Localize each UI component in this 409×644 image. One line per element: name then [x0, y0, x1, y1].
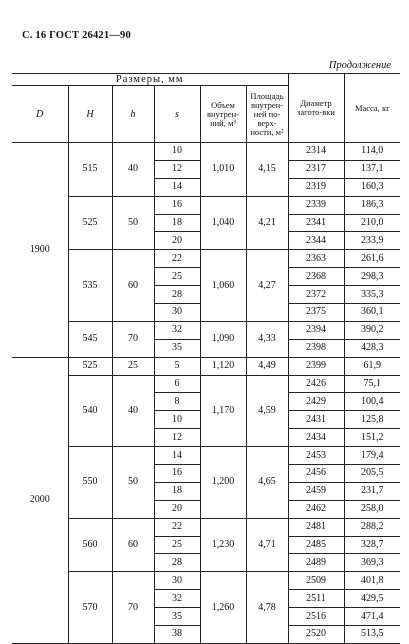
cell-volume: 1,260 — [200, 572, 246, 644]
cell-mass: 114,0 — [344, 143, 400, 161]
cell-H: 545 — [68, 321, 112, 357]
cell-diameter: 2398 — [288, 339, 344, 357]
cell-s: 25 — [154, 268, 200, 286]
cell-diameter: 2372 — [288, 286, 344, 304]
cell-diameter: 2339 — [288, 196, 344, 214]
cell-area: 4,49 — [246, 357, 288, 375]
cell-s: 35 — [154, 608, 200, 626]
cell-h: 60 — [112, 250, 154, 322]
cell-mass: 428,3 — [344, 339, 400, 357]
cell-s: 12 — [154, 160, 200, 178]
cell-s: 16 — [154, 196, 200, 214]
col-volume: Объем внутрен-ний, м³ — [200, 86, 246, 143]
cell-area: 4,21 — [246, 196, 288, 250]
cell-mass: 179,4 — [344, 447, 400, 465]
cell-diameter: 2429 — [288, 393, 344, 411]
cell-h: 50 — [112, 196, 154, 250]
cell-s: 14 — [154, 178, 200, 196]
col-mass: Масса, кг — [344, 74, 400, 143]
cell-s: 28 — [154, 286, 200, 304]
cell-mass: 429,5 — [344, 590, 400, 608]
cell-diameter: 2481 — [288, 518, 344, 536]
cell-mass: 233,9 — [344, 232, 400, 250]
cell-area: 4,33 — [246, 321, 288, 357]
cell-mass: 298,3 — [344, 268, 400, 286]
cell-s: 32 — [154, 321, 200, 339]
cell-diameter: 2314 — [288, 143, 344, 161]
cell-volume: 1,170 — [200, 375, 246, 447]
cell-diameter: 2375 — [288, 304, 344, 322]
cell-h: 40 — [112, 375, 154, 447]
group-header: Размеры, мм — [12, 74, 288, 86]
table-row — [12, 357, 400, 375]
cell-area: 4,15 — [246, 143, 288, 197]
cell-area: 4,27 — [246, 250, 288, 322]
cell-volume: 1,060 — [200, 250, 246, 322]
cell-diameter: 2344 — [288, 232, 344, 250]
cell-volume: 1,230 — [200, 518, 246, 572]
cell-mass: 390,2 — [344, 321, 400, 339]
cell-mass: 125,8 — [344, 411, 400, 429]
cell-s: 30 — [154, 572, 200, 590]
cell-diameter: 2426 — [288, 375, 344, 393]
cell-s: 5 — [154, 357, 200, 375]
cell-mass: 137,1 — [344, 160, 400, 178]
cell-D: 1900 — [12, 143, 68, 358]
cell-H: 560 — [68, 518, 112, 572]
cell-s: 10 — [154, 143, 200, 161]
cell-diameter: 2394 — [288, 321, 344, 339]
cell-mass: 288,2 — [344, 518, 400, 536]
cell-volume: 1,010 — [200, 143, 246, 197]
cell-s: 20 — [154, 232, 200, 250]
cell-mass: 75,1 — [344, 375, 400, 393]
cell-s: 10 — [154, 411, 200, 429]
cell-mass: 471,4 — [344, 608, 400, 626]
cell-diameter: 2431 — [288, 411, 344, 429]
cell-diameter: 2341 — [288, 214, 344, 232]
table-row — [12, 375, 400, 393]
cell-h: 70 — [112, 321, 154, 357]
cell-area: 4,78 — [246, 572, 288, 644]
cell-s: 16 — [154, 465, 200, 483]
cell-mass: 401,8 — [344, 572, 400, 590]
cell-H: 515 — [68, 143, 112, 197]
cell-s: 14 — [154, 447, 200, 465]
cell-diameter: 2516 — [288, 608, 344, 626]
table-row — [12, 143, 400, 161]
cell-diameter: 2434 — [288, 429, 344, 447]
cell-s: 28 — [154, 554, 200, 572]
cell-diameter: 2453 — [288, 447, 344, 465]
cell-s: 18 — [154, 214, 200, 232]
cell-mass: 186,3 — [344, 196, 400, 214]
cell-s: 22 — [154, 518, 200, 536]
table-body — [12, 143, 400, 644]
cell-area: 4,71 — [246, 518, 288, 572]
cell-diameter: 2509 — [288, 572, 344, 590]
cell-s: 6 — [154, 375, 200, 393]
cell-H: 535 — [68, 250, 112, 322]
cell-volume: 1,090 — [200, 321, 246, 357]
cell-s: 30 — [154, 304, 200, 322]
table-row — [12, 196, 400, 214]
cell-diameter: 2368 — [288, 268, 344, 286]
col-D: D — [12, 86, 68, 143]
dimensions-table — [12, 73, 400, 644]
cell-mass: 328,7 — [344, 536, 400, 554]
cell-s: 22 — [154, 250, 200, 268]
cell-h: 40 — [112, 143, 154, 197]
cell-diameter: 2520 — [288, 626, 344, 644]
cell-mass: 100,4 — [344, 393, 400, 411]
page-header: С. 16 ГОСТ 26421—90 — [22, 30, 131, 41]
cell-h: 50 — [112, 447, 154, 519]
cell-s: 12 — [154, 429, 200, 447]
cell-H: 525 — [68, 196, 112, 250]
cell-volume: 1,200 — [200, 447, 246, 519]
cell-H: 570 — [68, 572, 112, 644]
cell-diameter: 2363 — [288, 250, 344, 268]
cell-volume: 1,120 — [200, 357, 246, 375]
cell-mass: 210,0 — [344, 214, 400, 232]
cell-mass: 258,0 — [344, 500, 400, 518]
cell-h: 60 — [112, 518, 154, 572]
cell-area: 4,65 — [246, 447, 288, 519]
cell-h: 25 — [112, 357, 154, 375]
cell-mass: 160,3 — [344, 178, 400, 196]
cell-mass: 513,5 — [344, 626, 400, 644]
col-H: H — [68, 86, 112, 143]
cell-mass: 369,3 — [344, 554, 400, 572]
cell-diameter: 2456 — [288, 465, 344, 483]
cell-mass: 360,1 — [344, 304, 400, 322]
col-h: h — [112, 86, 154, 143]
cell-diameter: 2489 — [288, 554, 344, 572]
table-row — [12, 447, 400, 465]
cell-H: 525 — [68, 357, 112, 375]
cell-diameter: 2459 — [288, 482, 344, 500]
cell-diameter: 2462 — [288, 500, 344, 518]
cell-s: 32 — [154, 590, 200, 608]
cell-s: 25 — [154, 536, 200, 554]
col-diameter: Диаметр загото-вки — [288, 74, 344, 143]
cell-diameter: 2317 — [288, 160, 344, 178]
cell-mass: 335,3 — [344, 286, 400, 304]
cell-diameter: 2485 — [288, 536, 344, 554]
cell-s: 18 — [154, 482, 200, 500]
col-s: s — [154, 86, 200, 143]
cell-mass: 231,7 — [344, 482, 400, 500]
cell-mass: 261,6 — [344, 250, 400, 268]
cell-s: 8 — [154, 393, 200, 411]
table-row — [12, 572, 400, 590]
table-row — [12, 321, 400, 339]
cell-mass: 151,2 — [344, 429, 400, 447]
table-row — [12, 250, 400, 268]
cell-H: 540 — [68, 375, 112, 447]
cell-diameter: 2319 — [288, 178, 344, 196]
cell-h: 70 — [112, 572, 154, 644]
table-row — [12, 518, 400, 536]
continuation-label: Продолжение — [328, 60, 391, 71]
cell-diameter: 2511 — [288, 590, 344, 608]
cell-area: 4,59 — [246, 375, 288, 447]
cell-H: 550 — [68, 447, 112, 519]
cell-diameter: 2399 — [288, 357, 344, 375]
cell-mass: 205,5 — [344, 465, 400, 483]
cell-s: 20 — [154, 500, 200, 518]
col-area: Площадь внутрен-ней по-верх-ности, м² — [246, 86, 288, 143]
cell-s: 38 — [154, 626, 200, 644]
cell-mass: 61,9 — [344, 357, 400, 375]
cell-volume: 1,040 — [200, 196, 246, 250]
cell-s: 35 — [154, 339, 200, 357]
cell-D: 2000 — [12, 357, 68, 643]
